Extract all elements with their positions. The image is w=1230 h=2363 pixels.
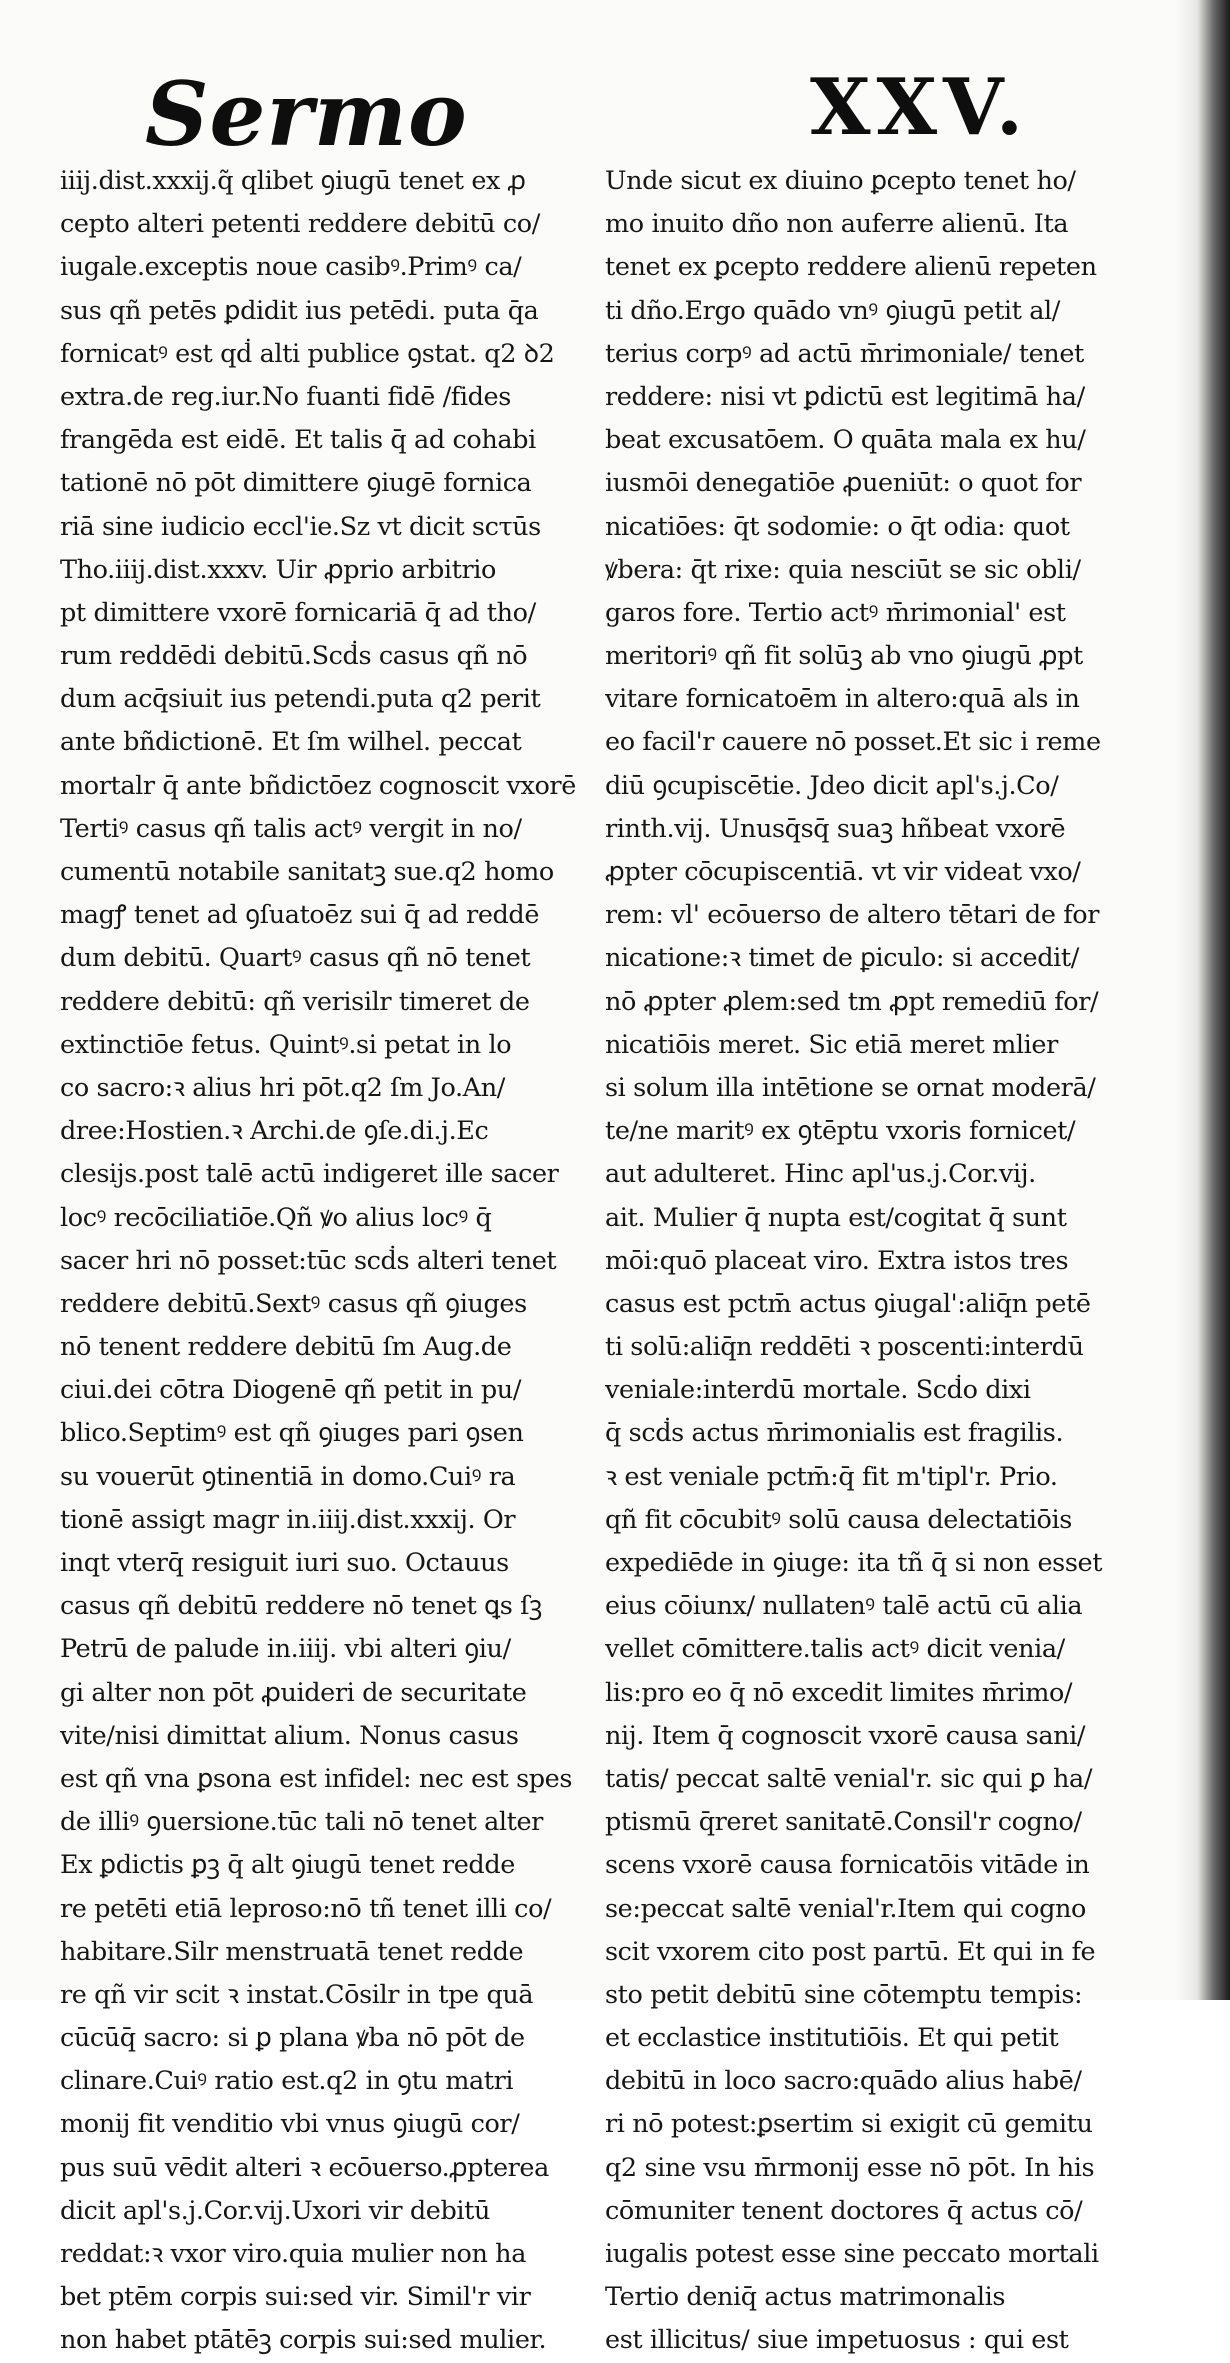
text-line: bet ptēm corpis sui:sed vir. Simil'r vir <box>60 2282 531 2313</box>
text-line: reddere: nisi vt ꝑdictū est legitimā ha/ <box>605 381 1085 412</box>
text-line: eius cōiunx/ nullatenꝰ talē actū cū alia <box>605 1591 1083 1622</box>
text-line: magꝭ tenet ad ꝯſuatoēz sui q̄ ad reddē <box>60 900 540 931</box>
text-line: inqt vterq̄ resiguit iuri suo. Octauus <box>60 1548 509 1578</box>
text-line: ptismū q̄reret sanitatē.Consil'r cogno/ <box>605 1807 1082 1838</box>
text-line: ait. Mulier q̄ nupta est/cogitat q̄ sunt <box>605 1202 1067 1233</box>
text-line: rem: vl' ecōuerso de altero tētari de for <box>605 900 1100 931</box>
text-line: garos fore. Tertio actꝰ m̄rimonial' est <box>605 597 1066 628</box>
text-line: scit vxorem cito post partū. Et qui in fe <box>605 1936 1096 1967</box>
text-line: re petēti etiā leproso:nō tñ tenet illi co/ <box>60 1893 552 1924</box>
text-line: rum reddēdi debitū.Scḋs casus qñ nō <box>60 641 528 672</box>
text-line: meritoriꝰ qñ fit solūꝫ ab vno ꝯiugū ꝓpt <box>605 641 1083 672</box>
text-line: q2 sine vsu m̄rmonij esse nō pōt. In his <box>605 2152 1095 2183</box>
text-line: clinare.Cuiꝰ ratio est.q2 in ꝯtu matri <box>60 2066 514 2097</box>
text-line: pus suū vēdit alteri ꝛ ecōuerso.ꝓpterea <box>60 2152 549 2183</box>
text-line: de illiꝰ ꝯuersione.tūc tali nō tenet alter <box>60 1807 543 1838</box>
text-line: cōmuniter tenent doctores q̄ actus cō/ <box>605 2195 1083 2226</box>
text-line: Petrū de palude in.iiij. vbi alteri ꝯiu/ <box>60 1634 511 1665</box>
page-binding-edge <box>1175 0 1230 2000</box>
text-line: reddere debitū: qñ verisilr timeret de <box>60 986 530 1017</box>
text-line: dicit apl's.j.Cor.vij.Uxori vir debitū <box>60 2195 490 2226</box>
text-line: pt dimittere vxorē fornicariā q̄ ad tho/ <box>60 597 536 628</box>
text-line: debitū in loco sacro:quādo alius habē/ <box>605 2066 1082 2097</box>
text-line: ante bñdictionē. Et ſm wilhel. peccat <box>60 727 522 758</box>
text-line: est qñ vna ꝑsona est infidel: nec est spes <box>60 1763 573 1794</box>
text-line: Ex ꝑdictis ꝑꝫ q̄ alt ꝯiugū tenet redde <box>60 1850 515 1881</box>
text-line: expediēde in ꝯiuge: ita tñ q̄ si non esset <box>605 1548 1103 1578</box>
text-line: ri nō potest:ꝑsertim si exigit cū gemitu <box>605 2109 1093 2140</box>
text-line: vite/nisi dimittat alium. Nonus casus <box>60 1720 519 1751</box>
text-line: dum debitū. Quartꝰ casus qñ nō tenet <box>60 943 531 974</box>
text-line: Tertio deniq̄ actus matrimonalis <box>605 2282 1006 2313</box>
text-line: fornicatꝰ est qḋ alti publice ꝯstat. q2 ꝺ2 <box>60 338 555 369</box>
text-line: reddat:ꝛ vxor viro.quia mulier non ha <box>60 2239 526 2269</box>
text-line: veniale:interdū mortale. Scḋo dixi <box>605 1375 1031 1406</box>
text-line: mo inuito dño non auferre alienū. Ita <box>605 209 1069 240</box>
text-line: vitare fornicatoēm in altero:quā als in <box>605 684 1080 715</box>
text-line: nō tenent reddere debitū ſm Aug.de <box>60 1332 512 1363</box>
text-line: ti solū:aliq̄n reddēti ꝛ poscenti:interdū <box>605 1332 1084 1363</box>
text-line: lis:pro eo q̄ nō excedit limites m̄rimo/ <box>605 1677 1073 1708</box>
text-line: mortalr q̄ ante bñdictōez cognoscit vxorē <box>60 770 576 801</box>
text-line: sus qñ petēs ꝑdidit ius petēdi. puta q̄a <box>60 295 539 326</box>
text-line: habitare.Silr menstruatā tenet redde <box>60 1936 524 1967</box>
text-line: diū ꝯcupiscētie. Jdeo dicit apl's.j.Co/ <box>605 770 1059 801</box>
text-line: clesijs.post talē actū indigeret ille sacer <box>60 1159 559 1190</box>
text-line: dree:Hostien.ꝛ Archi.de ꝯſe.di.j.Ec <box>60 1116 489 1147</box>
text-line: nij. Item q̄ cognoscit vxorē causa sani/ <box>605 1720 1086 1751</box>
text-line: ti dño.Ergo quādo vnꝰ ꝯiugū petit al/ <box>605 295 1060 326</box>
text-line: casus qñ debitū reddere nō tenet ꝗs ſꝫ <box>60 1591 542 1622</box>
text-line: scens vxorē causa fornicatōis vitāde in <box>605 1850 1090 1881</box>
text-line: mōi:quō placeat viro. Extra istos tres <box>605 1245 1069 1276</box>
text-line: cumentū notabile sanitatꝫ sue.q2 homo <box>60 857 554 887</box>
text-column-left <box>60 160 585 2363</box>
text-line: Tertiꝰ casus qñ talis actꝰ vergit in no/ <box>60 813 522 844</box>
text-line: qñ fit cōcubitꝰ solū causa delectatiōis <box>605 1504 1072 1535</box>
text-line: dum acq̄siuit ius petendi.puta q2 perit <box>60 684 541 715</box>
text-line: co sacro:ꝛ alius hri pōt.q2 ſm Jo.An/ <box>60 1072 505 1103</box>
text-line: est illicitus/ siue impetuosus : qui est <box>605 2325 1069 2356</box>
text-line: sto petit debitū sine cōtemptu tempis: <box>605 1979 1083 2010</box>
text-line: iugalis potest esse sine peccato mortali <box>605 2239 1099 2269</box>
text-line: frangēda est eidē. Et talis q̄ ad cohabi <box>60 425 536 456</box>
text-line: iugale.exceptis noue casibꝰ.Primꝰ ca/ <box>60 252 522 283</box>
text-line: se:peccat saltē venial'r.Item qui cogno <box>605 1893 1086 1924</box>
text-line: si solum illa intētione se ornat moderā/ <box>605 1072 1096 1103</box>
text-line: casus est pctm̄ actus ꝯiugal':aliq̄n petē <box>605 1288 1091 1319</box>
text-line: tenet ex ꝑcepto reddere alienū repeten <box>605 252 1097 283</box>
text-line: aut adulteret. Hinc apl'us.j.Cor.vij. <box>605 1159 1036 1190</box>
text-line: monij fit venditio vbi vnus ꝯiugū cor/ <box>60 2109 520 2140</box>
text-line: ꝛ est veniale pctm̄:q̄ fit m'tipl'r. Prio. <box>605 1461 1058 1492</box>
text-line: su vouerūt ꝯtinentiā in domo.Cuiꝰ ra <box>60 1461 516 1492</box>
text-line: cepto alteri petenti reddere debitū co/ <box>60 209 540 240</box>
text-line: nicatione:ꝛ timet de ꝑiculo: si accedit/ <box>605 943 1079 974</box>
text-line: eo facil'r cauere nō posset.Et sic i reme <box>605 727 1101 758</box>
text-line: reddere debitū.Sextꝰ casus qñ ꝯiuges <box>60 1288 527 1319</box>
text-line: Tho.iiij.dist.xxxv. Uir ꝓprio arbitrio <box>60 554 497 585</box>
text-line: beat excusatōem. O quāta mala ex hu/ <box>605 425 1086 456</box>
text-line: iusmōi denegatiōe ꝓueniūt: o quot for <box>605 468 1082 499</box>
text-line: ciui.dei cōtra Diogenē qñ petit in pu/ <box>60 1375 522 1406</box>
text-line: tationē nō pōt dimittere ꝯiugē fornica <box>60 468 532 499</box>
text-line: ꝓpter cōcupiscentiā. vt vir videat vxo/ <box>605 857 1081 887</box>
text-line: tatis/ peccat saltē venial'r. sic qui ꝑ ha/ <box>605 1763 1093 1794</box>
running-head-sermo: Sermo <box>145 62 468 166</box>
text-line: vellet cōmittere.talis actꝰ dicit venia/ <box>605 1634 1065 1665</box>
text-column-right <box>605 160 1160 2363</box>
text-line: Unde sicut ex diuino ꝑcepto tenet ho/ <box>605 166 1076 196</box>
running-head-number: XXV. <box>810 62 1030 153</box>
text-line: sacer hri nō posset:tūc scḋs alteri tenet <box>60 1245 557 1276</box>
text-line: ꝟbera: q̄t rixe: quia nesciūt se sic obli/ <box>605 554 1081 585</box>
text-line: te/ne maritꝰ ex ꝯtēptu vxoris fornicet/ <box>605 1116 1076 1147</box>
text-line: q̄ scḋs actus m̄rimonialis est fragilis. <box>605 1418 1064 1449</box>
text-line: extinctiōe fetus. Quintꝰ.si petat in lo <box>60 1029 512 1060</box>
text-line: terius corpꝰ ad actū m̄rimoniale/ tenet <box>605 338 1084 369</box>
text-line: rinth.vij. Unusq̄sq̄ suaꝫ hñbeat vxorē <box>605 813 1066 844</box>
text-line: tionē assigt magr in.iiij.dist.xxxij. Or <box>60 1504 516 1535</box>
text-line: nicatiōes: q̄t sodomie: o q̄t odia: quot <box>605 511 1070 542</box>
text-line: nicatiōis meret. Sic etiā meret mlier <box>605 1029 1058 1060</box>
text-line: extra.de reg.iur.No fuanti fidē /fides <box>60 381 511 412</box>
text-line: gi alter non pōt ꝓuideri de securitate <box>60 1677 527 1708</box>
text-line: blico.Septimꝰ est qñ ꝯiuges pari ꝯsen <box>60 1418 524 1449</box>
text-line: nō ꝓpter ꝓlem:sed tm ꝓpt remediū for/ <box>605 986 1099 1017</box>
text-line: non habet ptātēꝫ corpis sui:sed mulier. <box>60 2325 547 2356</box>
text-line: riā sine iudicio eccl'ie.Sz vt dicit scτūs <box>60 511 541 542</box>
text-line: cūcūq̄ sacro: si ꝑ plana ꝟba nō pōt de <box>60 2023 525 2054</box>
text-line: re qñ vir scit ꝛ instat.Cōsilr in tpe quā <box>60 1979 534 2010</box>
text-line: iiij.dist.xxxij.q̃ qlibet ꝯiugū tenet ex ꝓ <box>60 166 526 196</box>
text-line: et ecclastice institutiōis. Et qui petit <box>605 2023 1059 2054</box>
text-line: locꝰ recōciliatiōe.Qñ ꝟo alius locꝰ q̄ <box>60 1202 492 1233</box>
